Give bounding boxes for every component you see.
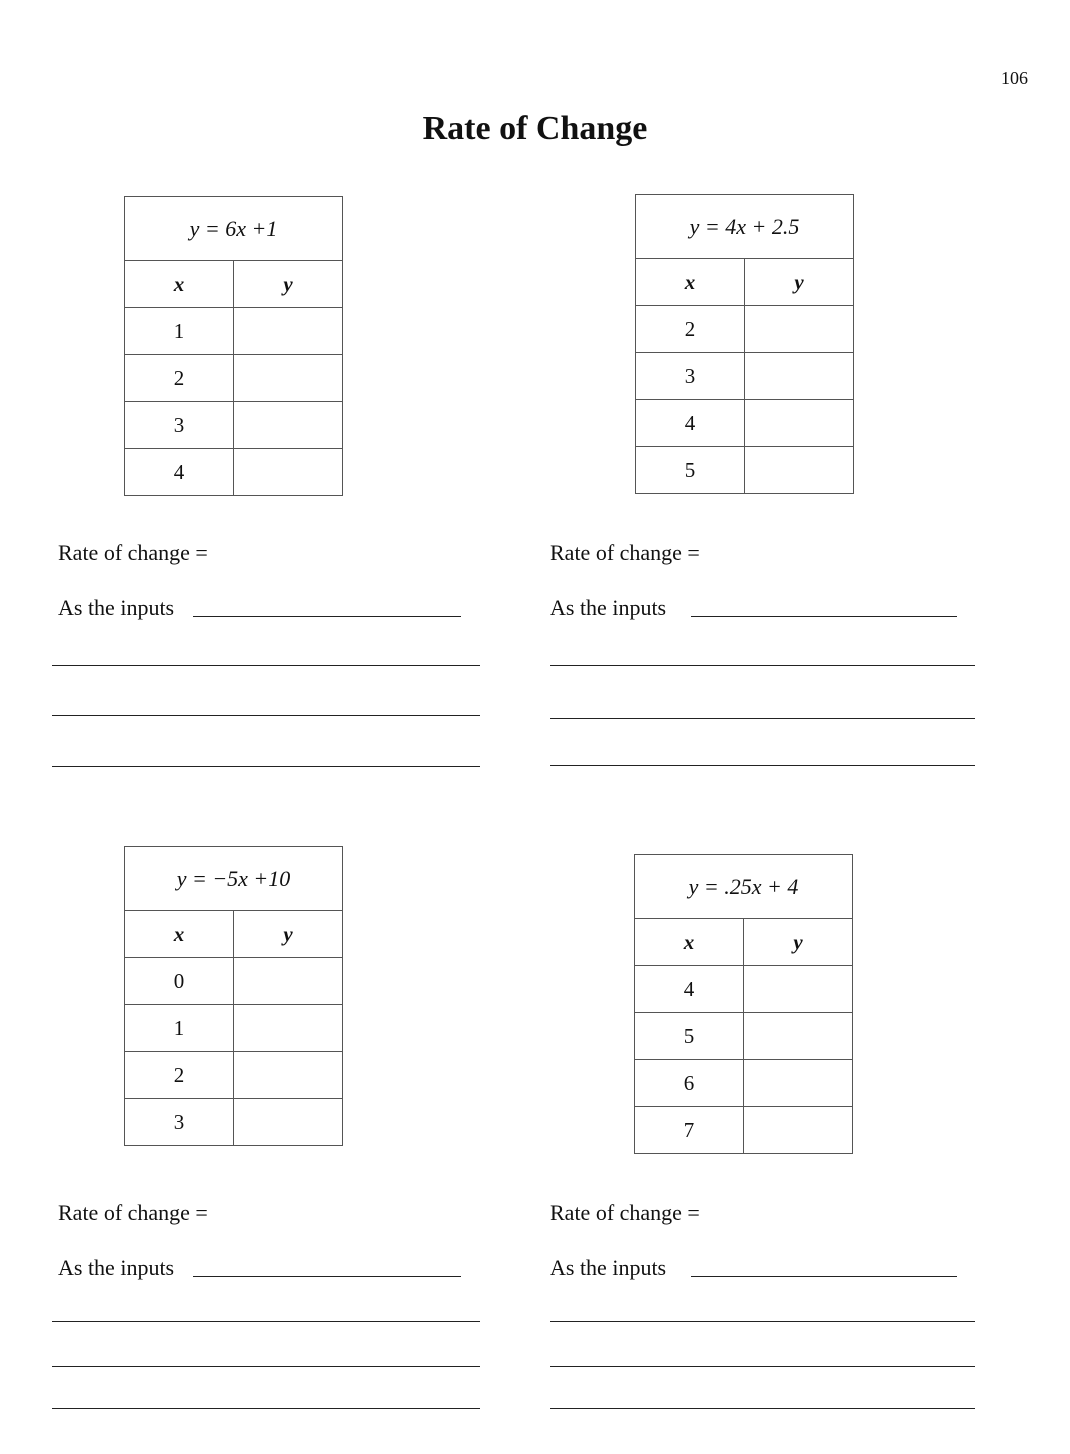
inputs-answer-blank[interactable]: [691, 616, 957, 617]
x-header: x: [125, 911, 234, 958]
y-answer-cell[interactable]: [234, 1005, 343, 1052]
x-value-cell: 4: [635, 966, 744, 1013]
function-table-4: [634, 854, 853, 1154]
rate-of-change-label: Rate of change =: [550, 540, 700, 565]
problem-section-1: [52, 196, 492, 796]
problem-section-2: [550, 194, 990, 794]
x-value-cell: 2: [125, 355, 234, 402]
y-answer-cell[interactable]: [744, 1107, 853, 1154]
x-value-cell: 3: [125, 1099, 234, 1146]
x-value-cell: 6: [635, 1060, 744, 1107]
inputs-label: As the inputs: [550, 595, 667, 620]
x-value-cell: 0: [125, 958, 234, 1005]
answer-line[interactable]: [550, 1321, 975, 1322]
function-table-3: [124, 846, 343, 1146]
answer-line[interactable]: [550, 1366, 975, 1367]
y-answer-cell[interactable]: [234, 402, 343, 449]
inputs-label: As the inputs: [58, 1255, 175, 1280]
x-header: x: [636, 259, 745, 306]
answer-line[interactable]: [550, 765, 975, 766]
inputs-answer-blank[interactable]: [193, 1276, 461, 1277]
x-value-cell: 3: [636, 353, 745, 400]
function-table-2: [635, 194, 854, 494]
inputs-label: As the inputs: [550, 1255, 667, 1280]
x-value-cell: 1: [125, 308, 234, 355]
equation-cell: y = .25x + 4: [635, 855, 853, 919]
x-header: x: [125, 261, 234, 308]
problem-section-3: [52, 846, 492, 1446]
rate-of-change-label: Rate of change =: [58, 1200, 208, 1225]
y-answer-cell[interactable]: [744, 966, 853, 1013]
y-answer-cell[interactable]: [745, 353, 854, 400]
y-answer-cell[interactable]: [745, 447, 854, 494]
answer-line[interactable]: [52, 1321, 480, 1322]
x-value-cell: 7: [635, 1107, 744, 1154]
y-answer-cell[interactable]: [234, 958, 343, 1005]
y-answer-cell[interactable]: [234, 355, 343, 402]
answer-line[interactable]: [52, 1366, 480, 1367]
answer-line[interactable]: [52, 665, 480, 666]
problem-section-4: [550, 854, 990, 1454]
y-answer-cell[interactable]: [234, 308, 343, 355]
answer-line[interactable]: [550, 665, 975, 666]
y-answer-cell[interactable]: [234, 1052, 343, 1099]
y-answer-cell[interactable]: [234, 449, 343, 496]
y-answer-cell[interactable]: [745, 306, 854, 353]
equation-cell: y = −5x +10: [125, 847, 343, 911]
answer-line[interactable]: [550, 718, 975, 719]
equation-cell: y = 4x + 2.5: [636, 195, 854, 259]
answer-line[interactable]: [52, 766, 480, 767]
x-value-cell: 1: [125, 1005, 234, 1052]
equation-cell: y = 6x +1: [125, 197, 343, 261]
x-value-cell: 4: [636, 400, 745, 447]
rate-of-change-label: Rate of change =: [550, 1200, 700, 1225]
inputs-answer-blank[interactable]: [193, 616, 461, 617]
answer-line[interactable]: [550, 1408, 975, 1409]
x-value-cell: 2: [125, 1052, 234, 1099]
x-value-cell: 5: [635, 1013, 744, 1060]
page-title: Rate of Change: [422, 110, 648, 147]
y-header: y: [745, 259, 854, 306]
rate-of-change-label: Rate of change =: [58, 540, 208, 565]
x-value-cell: 5: [636, 447, 745, 494]
y-header: y: [234, 261, 343, 308]
inputs-label: As the inputs: [58, 595, 175, 620]
x-value-cell: 4: [125, 449, 234, 496]
answer-line[interactable]: [52, 1408, 480, 1409]
x-value-cell: 3: [125, 402, 234, 449]
y-answer-cell[interactable]: [234, 1099, 343, 1146]
x-value-cell: 2: [636, 306, 745, 353]
function-table-1: [124, 196, 343, 496]
y-answer-cell[interactable]: [744, 1013, 853, 1060]
y-header: y: [744, 919, 853, 966]
answer-line[interactable]: [52, 715, 480, 716]
y-answer-cell[interactable]: [744, 1060, 853, 1107]
y-header: y: [234, 911, 343, 958]
x-header: x: [635, 919, 744, 966]
page-number: 106: [1001, 68, 1028, 88]
inputs-answer-blank[interactable]: [691, 1276, 957, 1277]
y-answer-cell[interactable]: [745, 400, 854, 447]
